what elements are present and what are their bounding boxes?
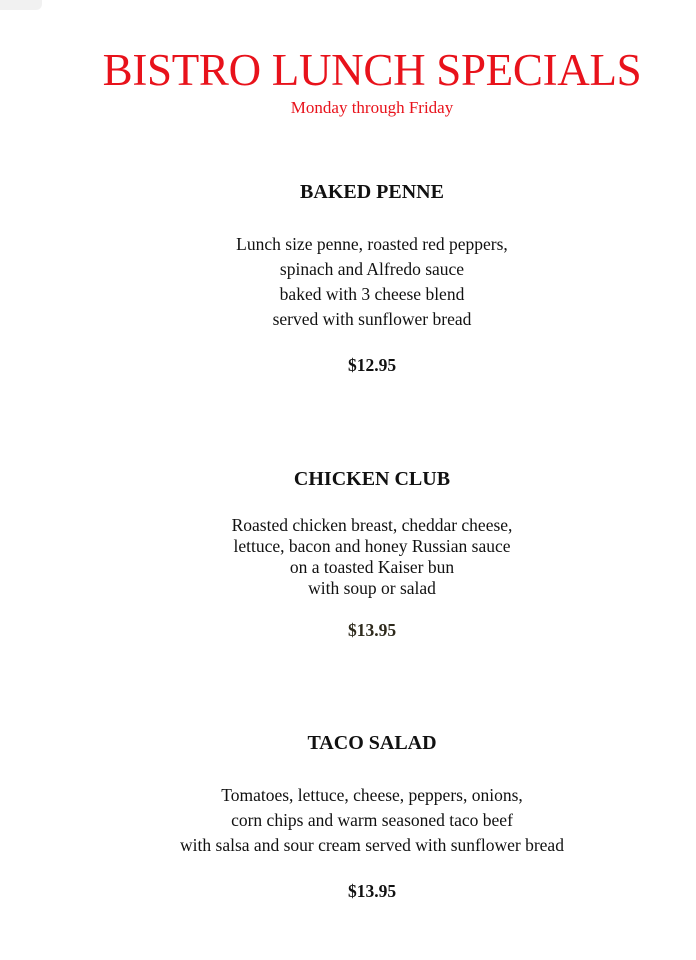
menu-item-baked-penne [0, 180, 696, 376]
description-line: served with sunflower bread [272, 309, 472, 329]
item-description [48, 232, 696, 332]
menu-subtitle: Monday through Friday [290, 98, 454, 117]
item-price: $13.95 [347, 620, 397, 640]
description-line: Lunch size penne, roasted red peppers, [236, 234, 508, 254]
description-line: corn chips and warm seasoned taco beef [231, 810, 513, 830]
item-name: BAKED PENNE [300, 181, 444, 203]
item-price: $12.95 [347, 355, 397, 375]
menu-item-taco-salad [0, 731, 696, 902]
description-line: on a toasted Kaiser bun [289, 557, 455, 577]
description-line: with salsa and sour cream served with sunflower bread [180, 835, 564, 855]
corner-tab-mark [0, 0, 42, 10]
menu-title: BISTRO LUNCH SPECIALS [102, 45, 642, 95]
description-line: baked with 3 cheese blend [279, 284, 465, 304]
description-line: Tomatoes, lettuce, cheese, peppers, onions, [221, 785, 523, 805]
item-name: TACO SALAD [307, 732, 437, 754]
menu-header [0, 44, 696, 118]
description-line: with soup or salad [308, 578, 436, 598]
description-line: lettuce, bacon and honey Russian sauce [233, 536, 511, 556]
description-line: spinach and Alfredo sauce [279, 259, 465, 279]
item-price: $13.95 [347, 881, 397, 901]
item-description [48, 783, 696, 858]
item-description [48, 515, 696, 599]
menu-item-chicken-club [0, 467, 696, 641]
description-line: Roasted chicken breast, cheddar cheese, [231, 515, 513, 535]
item-name: CHICKEN CLUB [293, 468, 451, 490]
